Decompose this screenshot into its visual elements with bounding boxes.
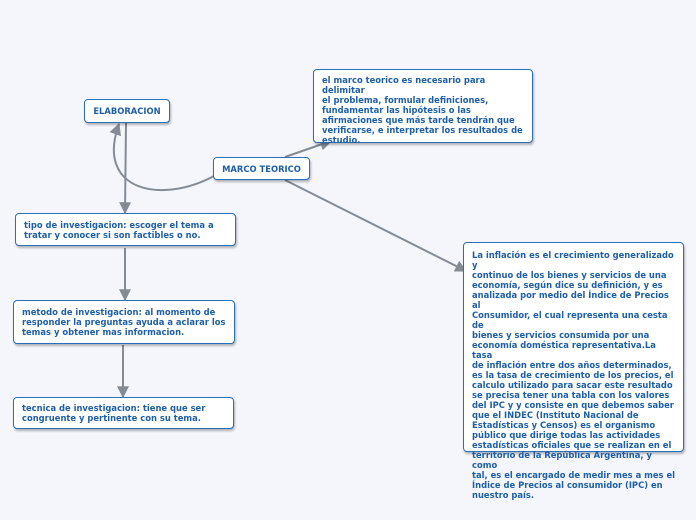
node-elaboracion[interactable]: ELABORACION (84, 99, 170, 123)
node-tipo-investigacion[interactable]: tipo de investigacion: escoger el tema a tratar y conocer si son factibles o no. (15, 213, 236, 246)
node-tecnica-investigacion[interactable]: tecnica de investigacion: tiene que ser congruente y pertinente con su tema. (13, 397, 234, 429)
connector-marco-to-elaboracion (114, 124, 214, 190)
node-inflacion[interactable]: La inflación es el crecimiento generalizado y continuo de los bienes y servicios de una economía, según dice su definición, y es analizada por medio del Índice de Precios al Consumidor, el cual representa una cesta de bienes y servicios consumida por una economía doméstica representativa.La tasa de inflación entre dos años determinados, es la tasa de crecimiento de los precios, el calculo utilizado para sacar este resultado se precisa tener una tabla con los valores del IPC y y consiste en que debemos saber que el INDEC (Instituto Nacional de Estadísticas y Censos) es el organismo público que dirige todas las actividades estadísticas oficiales que se realizan en el territorio de la República Argentina, y como tal, es el encargado de medir mes a mes el Índice de Precios al consumidor (IPC) en nuestro país. (463, 242, 684, 452)
node-metodo-investigacion[interactable]: metodo de investigacion: al momento de responder la preguntas ayuda a aclarar los temas y obtener mas informacion. (13, 300, 235, 344)
node-marco-description[interactable]: el marco teorico es necesario para delimitar el problema, formular definiciones, fundamentar las hipótesis o las afirmaciones que más tarde tendrán que verificarse, e interpretar los resultados de estudio. (313, 69, 533, 143)
connector-elaboracion-to-tipo (125, 123, 126, 213)
connector-marco-to-inflacion (285, 180, 466, 271)
node-marco-teorico[interactable]: MARCO TEORICO (213, 157, 310, 180)
